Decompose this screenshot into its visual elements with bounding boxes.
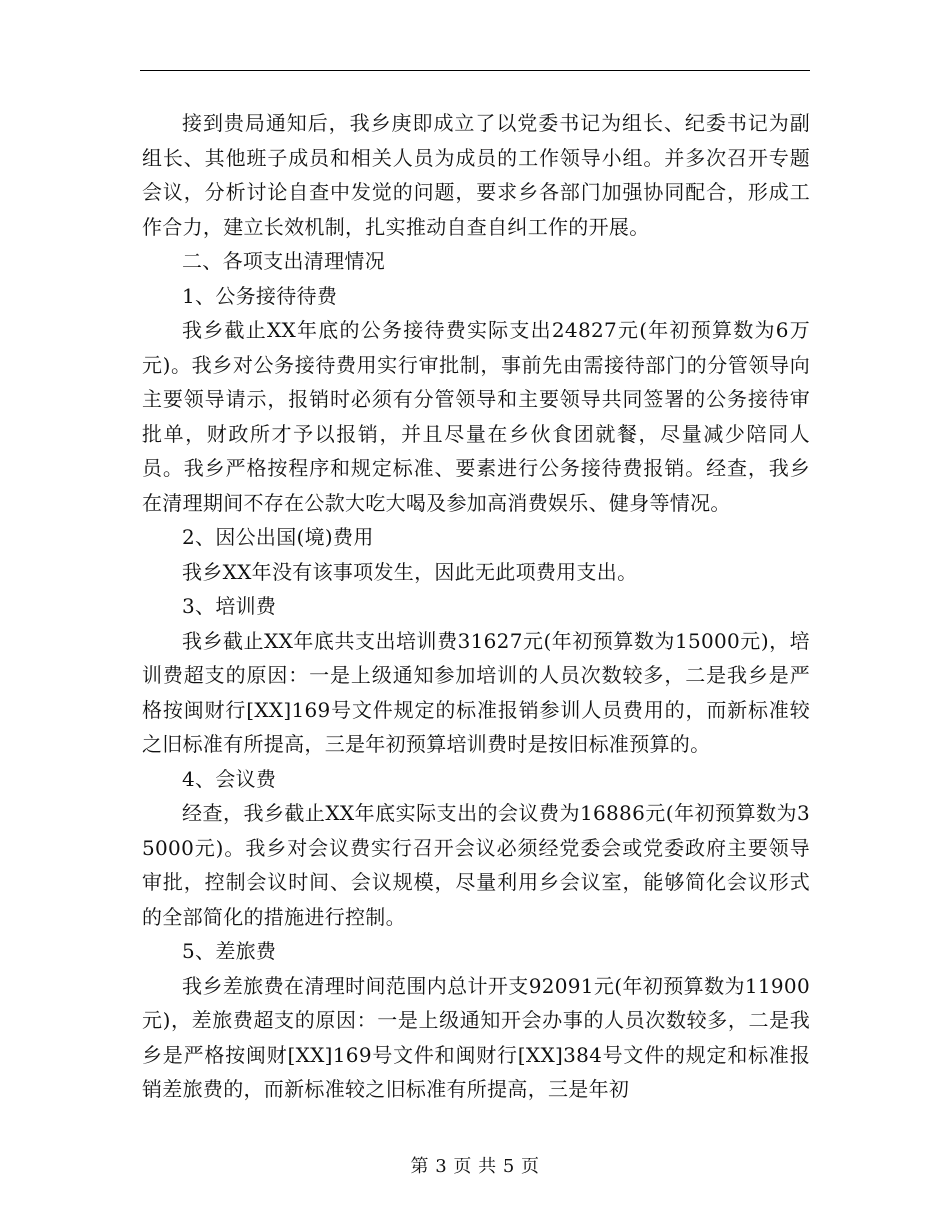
subheading-meeting: 4、会议费 — [182, 766, 277, 791]
subheading-travel: 5、差旅费 — [182, 939, 277, 963]
paragraph-training: 我乡截止XX年底共支出培训费31627元(年初预算数为15000元)，培训费超支的原因：一是上级通知参加培训的人员次数较多，二是我乡是严格按闽财行[XX]169号文件规定的标准报销参训人员费用的，而新标准较之旧标准有所提高，三是年初预算培训费时是按旧标准预算的。 — [142, 628, 810, 756]
paragraph-reception: 我乡截止XX年底的公务接待费实际支出24827元(年初预算数为6万元)。我乡对公务接待费用实行审批制，事前先由需接待部门的分管领导向主要领导请示，报销时必须有分管领导和主要领导共同签署的公务接待审批单，财政所才予以报销，并且尽量在乡伙食团就餐，尽量减少陪同人员。我乡严格按程序和规定标准、要素进行公务接待费报销。经查，我乡在清理期间不存在公款大吃大喝及参加高消费娱乐、健身等情况。 — [142, 318, 810, 515]
header-rule — [140, 70, 810, 71]
paragraph-leadership-group: 接到贵局通知后，我乡庚即成立了以党委书记为组长、纪委书记为副组长、其他班子成员和相关人员为成员的工作领导小组。并多次召开专题会议，分析讨论自查中发觉的问题，要求乡各部门加强协同配合，形成工作合力，建立长效机制，扎实推动自查自纠工作的开展。 — [142, 111, 810, 239]
subheading-reception: 1、公务接待待费 — [182, 283, 338, 308]
document-body — [142, 106, 810, 1107]
paragraph-travel: 我乡差旅费在清理时间范围内总计开支92091元(年初预算数为11900元)，差旅费超支的原因：一是上级通知开会办事的人员次数较多，二是我乡是严格按闽财[XX]169号文件和闽财行[XX]384号文件的规定和标准报销差旅费的，而新标准较之旧标准有所提高，三是年初 — [142, 973, 810, 1101]
paragraph-overseas: 我乡XX年没有该事项发生，因此无此项费用支出。 — [182, 559, 638, 584]
section-heading-expenditure: 二、各项支出清理情况 — [182, 249, 385, 273]
subheading-training: 3、培训费 — [182, 594, 277, 618]
paragraph-meeting: 经查，我乡截止XX年底实际支出的会议费为16886元(年初预算数为35000元)。我乡对会议费实行召开会议必须经党委会或党委政府主要领导审批，控制会议时间、会议规模，尽量利用乡会议室，能够简化会议形式的全部简化的措施进行控制。 — [142, 801, 810, 929]
page-number-footer: 第 3 页 共 5 页 — [410, 1156, 540, 1177]
subheading-overseas: 2、因公出国(境)费用 — [182, 525, 374, 549]
